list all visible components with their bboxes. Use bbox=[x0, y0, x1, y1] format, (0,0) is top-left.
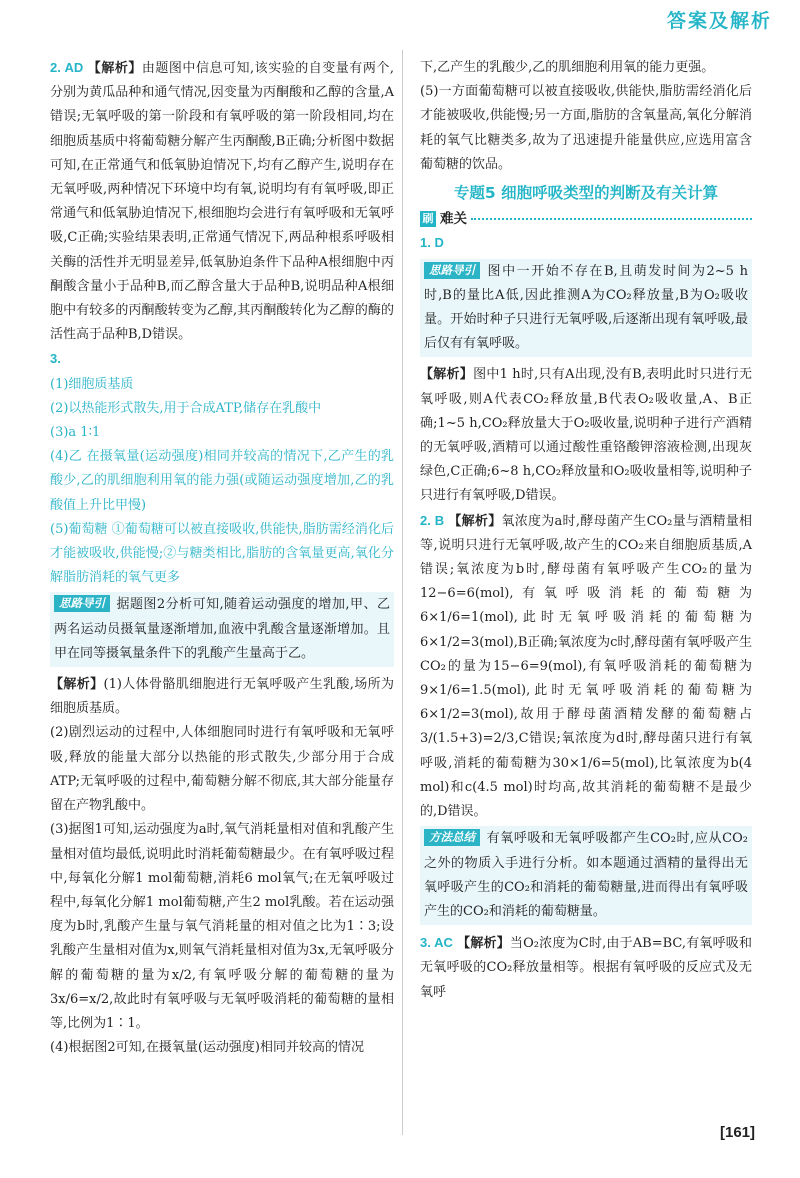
analysis-tag: 【解析】 bbox=[420, 367, 474, 383]
right-answer-1-heading bbox=[420, 231, 752, 256]
answer-2 bbox=[50, 56, 394, 347]
page-header: 答案及解析 bbox=[666, 10, 772, 32]
right-answer-2 bbox=[420, 509, 752, 825]
right-column bbox=[420, 56, 752, 1005]
answer-number: 2. B bbox=[420, 512, 445, 528]
right-answer-1 bbox=[420, 363, 752, 508]
explanation-1 bbox=[50, 673, 394, 721]
hard-level-label: 难关 bbox=[440, 211, 467, 228]
right-answer-3 bbox=[420, 931, 752, 1005]
guide-text: 图中一开始不存在B,且萌发时间为2~5 h时,B的量比A低,因此推测A为CO₂释放量,B为O₂吸收量。开始时种子只进行无氧呼吸,后逐渐出现有氧呼吸,最后仅有有氧呼吸。 bbox=[424, 263, 748, 352]
answer-3-heading bbox=[50, 347, 394, 372]
analysis-tag: 【解析】 bbox=[448, 513, 502, 529]
guide-badge: 思路导引 bbox=[54, 595, 110, 612]
analysis-tag: 【解析】 bbox=[87, 61, 142, 76]
guide-badge: 思路导引 bbox=[424, 262, 480, 279]
answer-3-part-1: (1)细胞质基质 bbox=[50, 376, 134, 392]
answer-3-part-5: (5)葡萄糖 ①葡萄糖可以被直接吸收,供能快,脂肪需经消化后才能被吸收,供能慢;②与糖类相比,脂肪的含氧量更高,氧化分解脂肪消耗的氧气更多 bbox=[50, 521, 394, 586]
method-text: 有氧呼吸和无氧呼吸都产生CO₂时,应从CO₂之外的物质入手进行分析。如本题通过酒精的量得出无氧呼吸产生的CO₂和消耗的葡萄糖量,进而得出有氧呼吸产生的CO₂和消耗的葡萄糖量。 bbox=[424, 831, 748, 919]
explanation-4: (4)根据图2可知,在摄氧量(运动强度)相同并较高的情况 bbox=[50, 1040, 364, 1056]
answer-number: 3. bbox=[50, 351, 61, 367]
continued-text-1: 下,乙产生的乳酸少,乙的肌细胞利用氧的能力更强。 bbox=[420, 60, 715, 75]
answer-text: 氧浓度为a时,酵母菌产生CO₂量与酒精量相等,说明只进行无氧呼吸,故产生的CO₂来自细胞质基质,A错误;氧浓度为b时,酵母菌有氧呼吸产生CO₂的量为12−6=6(mol),有氧呼吸消耗的葡萄糖为6×1/6=1(mol),此时无氧呼吸消耗的葡萄糖为6×1/2=3(mol),B正确;氧浓度为c时,酵母菌有氧呼吸产生CO₂的量为15−6=9(mol),有氧呼吸消耗的葡萄糖为9×1/6=1.5(mol),此时无氧呼吸消耗的葡萄糖为6×1/2=3(mol),故用于酵母菌酒精发酵的葡萄糖占3/(1.5+3)=2/3,C错误;氧浓度为d时,酵母菌只进行有氧呼吸,消耗的葡萄糖为30×1/6=5(mol),比氧浓度为b(4 mol)和c(4.5 mol)时均高,故其消耗的葡萄糖不是最少的,D错误。 bbox=[420, 513, 752, 820]
brush-icon: 刷 bbox=[420, 211, 436, 227]
answer-text: 由题图中信息可知,该实验的自变量有两个,分别为黄瓜品种和通气情况,因变量为丙酮酸和乙醇的含量,A错误;无氧呼吸的第一阶段和有氧呼吸的第一阶段相同,均在细胞质基质中将葡萄糖分解产生丙酮酸,B正确;分析图中数据可知,在正常通气和低氧胁迫情况下,均有乙醇产生,说明存在无氧呼吸,两种情况下环境中均有氧,说明均有有氧呼吸,即正常通气和低氧胁迫情况下,根细胞均会进行有氧呼吸和无氧呼吸,C正确;实验结果表明,正常通气情况下,两品种根系呼吸相关酶的活性并无明显差异,低氧胁迫条件下品种A根细胞中丙酮酸含量小于品种B,而乙醇含量大于品种B,说明品种A根细胞中有较多的丙酮酸转变为乙醇,其丙酮酸转化为乙醇的酶的活性高于品种B,D错误。 bbox=[50, 61, 394, 343]
continued-text-2: (5)一方面葡萄糖可以被直接吸收,供能快,脂肪需经消化后才能被吸收,供能慢;另一方面,脂肪的含氧量高,氧化分解消耗的氧气比糖类多,故为了迅速提升能量供应,应选用富含葡萄糖的饮品。 bbox=[420, 84, 752, 172]
answer-3-part-4: (4)乙 在摄氧量(运动强度)相同并较高的情况下,乙产生的乳酸少,乙的肌细胞利用氧的能力强(或随运动强度增加,乙的乳酸值上升比甲慢) bbox=[50, 449, 394, 513]
guide-box bbox=[50, 592, 394, 667]
answer-3-part-3: (3)a 1∶1 bbox=[50, 425, 101, 441]
analysis-tag: 【解析】 bbox=[50, 677, 104, 693]
left-column bbox=[50, 56, 394, 1060]
explanation-3: (3)据图1可知,运动强度为a时,氧气消耗量相对值和乳酸产生量相对值均最低,说明此时消耗葡萄糖最少。在有氧呼吸过程中,每氧化分解1 mol葡萄糖,消耗6 mol氧气;在无氧呼吸过程中,每氧化分解1 mol葡萄糖,产生2 mol乳酸。若在运动强度为b时,乳酸产生量与氧气消耗量的相对值之比为1∶3;设乳酸产生量相对值为x,则氧气消耗量相对值为3x,无氧呼吸分解的葡萄糖的量为x/2,有氧呼吸分解的葡萄糖的量为3x/6=x/2,故此时有氧呼吸与无氧呼吸消耗的葡萄糖的量相等,比例为1∶1。 bbox=[50, 822, 394, 1031]
method-box bbox=[420, 826, 752, 925]
answer-number: 3. AC bbox=[420, 935, 453, 951]
dotted-divider bbox=[471, 218, 752, 220]
topic-title: 专题5 细胞呼吸类型的判断及有关计算 bbox=[453, 184, 719, 203]
guide-text: 据题图2分析可知,随着运动强度的增加,甲、乙两名运动员摄氧量逐渐增加,血液中乳酸含量逐渐增加。且甲在同等摄氧量条件下的乳酸产生量高于乙。 bbox=[54, 597, 390, 661]
method-badge: 方法总结 bbox=[424, 829, 480, 846]
page-number: [161] bbox=[720, 1124, 756, 1141]
guide-box bbox=[420, 259, 752, 358]
answer-text: 图中1 h时,只有A出现,没有B,表明此时只进行无氧呼吸,则A代表CO₂释放量,B代表O₂吸收量,A、B正确;1~5 h,CO₂释放量大于O₂吸收量,说明种子进行产酒精的无氧呼吸,酒精可以通过酸性重铬酸钾溶液检测,出现灰绿色,C正确;6~8 h,CO₂释放量和O₂吸收量相等,说明种子只进行有氧呼吸,D错误。 bbox=[420, 367, 752, 504]
explanation-text: (1)人体骨骼肌细胞进行无氧呼吸产生乳酸,场所为细胞质基质。 bbox=[50, 677, 394, 717]
column-divider bbox=[402, 50, 403, 1135]
answer-3-part-2: (2)以热能形式散失,用于合成ATP,储存在乳酸中 bbox=[50, 400, 322, 416]
answer-text: 当O₂浓度为C时,由于AB=BC,有氧呼吸和无氧呼吸的CO₂释放量相等。根据有氧呼吸的反应式及无氧呼 bbox=[420, 936, 752, 1000]
answer-number: 2. AD bbox=[50, 60, 84, 75]
hard-level-bar bbox=[420, 207, 752, 231]
analysis-tag: 【解析】 bbox=[456, 936, 510, 952]
answer-number: 1. D bbox=[420, 235, 444, 251]
explanation-2: (2)剧烈运动的过程中,人体细胞同时进行有氧呼吸和无氧呼吸,释放的能量大部分以热能的形式散失,少部分用于合成ATP;无氧呼吸的过程中,葡萄糖分解不彻底,其大部分能量存留在产物乳酸中。 bbox=[50, 725, 394, 814]
